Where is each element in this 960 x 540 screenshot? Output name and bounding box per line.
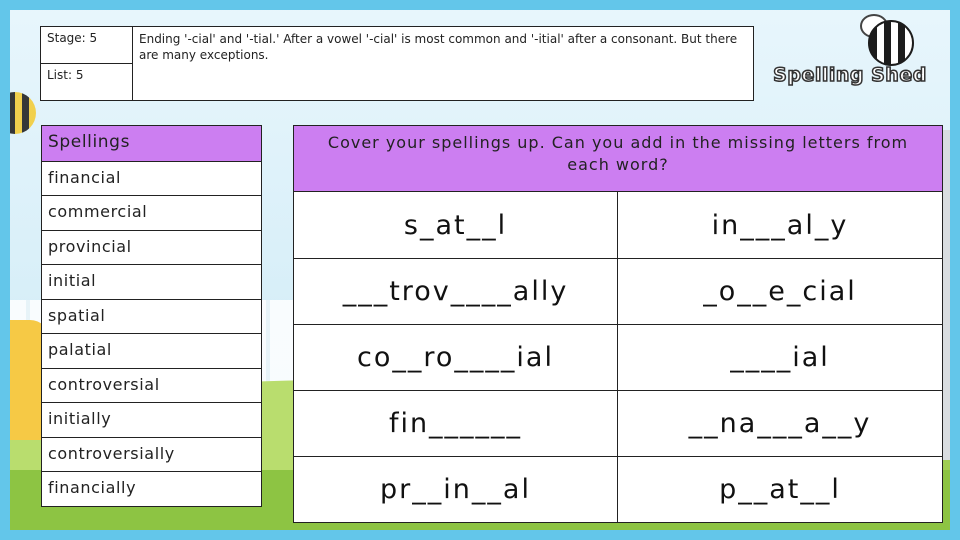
spelling-word: initially <box>42 402 261 437</box>
missing-letters-item: pr__in__al <box>294 456 618 522</box>
spelling-word: palatial <box>42 333 261 368</box>
spelling-word: financial <box>42 161 261 196</box>
spelling-word: spatial <box>42 299 261 334</box>
rule-description: Ending '-cial' and '-tial.' After a vowel '-cial' is most common and '-itial' after a consonant. But there are many exceptions. <box>139 32 738 63</box>
spelling-word: controversial <box>42 368 261 403</box>
bee-icon <box>868 20 914 66</box>
spelling-word: controversially <box>42 437 261 472</box>
spelling-word: commercial <box>42 195 261 230</box>
spellings-header: Spellings <box>42 126 261 161</box>
missing-letters-item: __na___a__y <box>618 390 942 456</box>
missing-letters-item: s_at__l <box>294 192 618 258</box>
spelling-word: financially <box>42 471 261 506</box>
logo-text: Spelling Shed <box>773 64 927 86</box>
missing-letters-grid <box>294 192 942 522</box>
task-instruction: Cover your spellings up. Can you add in the missing letters from each word? <box>294 126 942 192</box>
missing-letters-item: ____ial <box>618 324 942 390</box>
missing-letters-item: p__at__l <box>618 456 942 522</box>
missing-letters-item: fin______ <box>294 390 618 456</box>
spellings-table <box>41 125 262 507</box>
list-label: List: 5 <box>41 63 132 100</box>
info-table <box>40 26 754 101</box>
info-left-column <box>41 27 133 100</box>
missing-letters-item: in___al_y <box>711 209 849 241</box>
missing-letters-item: _o__e_cial <box>618 258 942 324</box>
spelling-word: initial <box>42 264 261 299</box>
missing-letters-item: ___trov____ally <box>294 258 618 324</box>
spelling-shed-logo <box>770 18 930 98</box>
spelling-word: provincial <box>42 230 261 265</box>
missing-letters-item: co__ro____ial <box>294 324 618 390</box>
stage-label: Stage: 5 <box>47 31 98 45</box>
missing-letters-table <box>293 125 943 523</box>
